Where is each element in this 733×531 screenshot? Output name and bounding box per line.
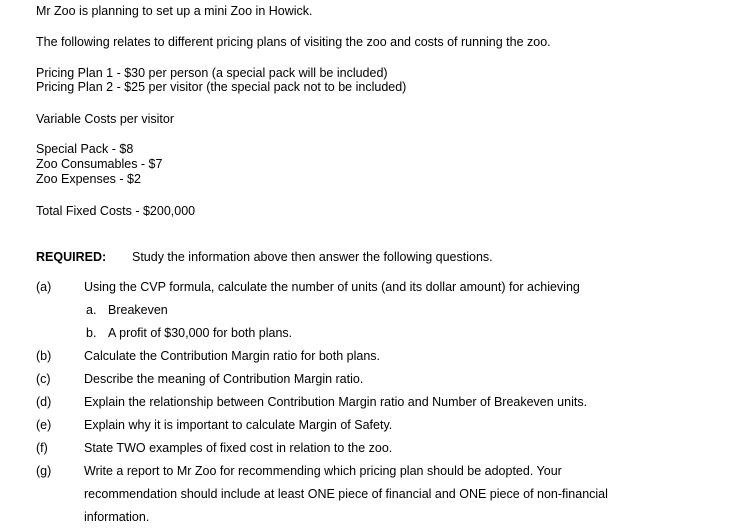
variable-cost-item: Zoo Consumables - $7 (36, 157, 163, 171)
question-text: State TWO examples of fixed cost in relation to the zoo. (84, 441, 393, 455)
pricing-plan-1: Pricing Plan 1 - $30 per person (a special pack will be included) (36, 66, 388, 80)
variable-costs-heading: Variable Costs per visitor (36, 112, 175, 126)
variable-cost-item: Special Pack - $8 (36, 142, 134, 156)
question-text-continued: recommendation should include at least ONE piece of financial and ONE piece of non-financial (84, 487, 608, 501)
question-text: Using the CVP formula, calculate the number of units (and its dollar amount) for achieving (84, 280, 580, 294)
required-label: REQUIRED: (36, 250, 107, 264)
question-label: (e) (36, 418, 52, 432)
intro-text: Mr Zoo is planning to set up a mini Zoo in Howick. (36, 4, 313, 18)
question-label: (f) (36, 441, 48, 455)
question-text: Explain the relationship between Contribution Margin ratio and Number of Breakeven units. (84, 395, 588, 409)
sub-question-label: b. (86, 326, 97, 340)
description-text: The following relates to different pricing plans of visiting the zoo and costs of running the zoo. (36, 35, 551, 49)
question-text: Write a report to Mr Zoo for recommending which pricing plan should be adopted. Your (84, 464, 562, 478)
sub-question-label: a. (86, 303, 97, 317)
question-text: Calculate the Contribution Margin ratio for both plans. (84, 349, 380, 363)
question-text-continued: information. (84, 510, 150, 524)
sub-question-text: A profit of $30,000 for both plans. (108, 326, 293, 340)
pricing-plan-2: Pricing Plan 2 - $25 per visitor (the special pack not to be included) (36, 80, 407, 94)
question-label: (b) (36, 349, 52, 363)
question-label: (c) (36, 372, 51, 386)
question-label: (g) (36, 464, 52, 478)
question-label: (d) (36, 395, 52, 409)
question-text: Describe the meaning of Contribution Margin ratio. (84, 372, 364, 386)
required-text: Study the information above then answer the following questions. (132, 250, 493, 264)
sub-question-text: Breakeven (108, 303, 168, 317)
question-text: Explain why it is important to calculate Margin of Safety. (84, 418, 393, 432)
variable-cost-item: Zoo Expenses - $2 (36, 172, 141, 186)
fixed-costs-text: Total Fixed Costs - $200,000 (36, 204, 196, 218)
question-label: (a) (36, 280, 52, 294)
